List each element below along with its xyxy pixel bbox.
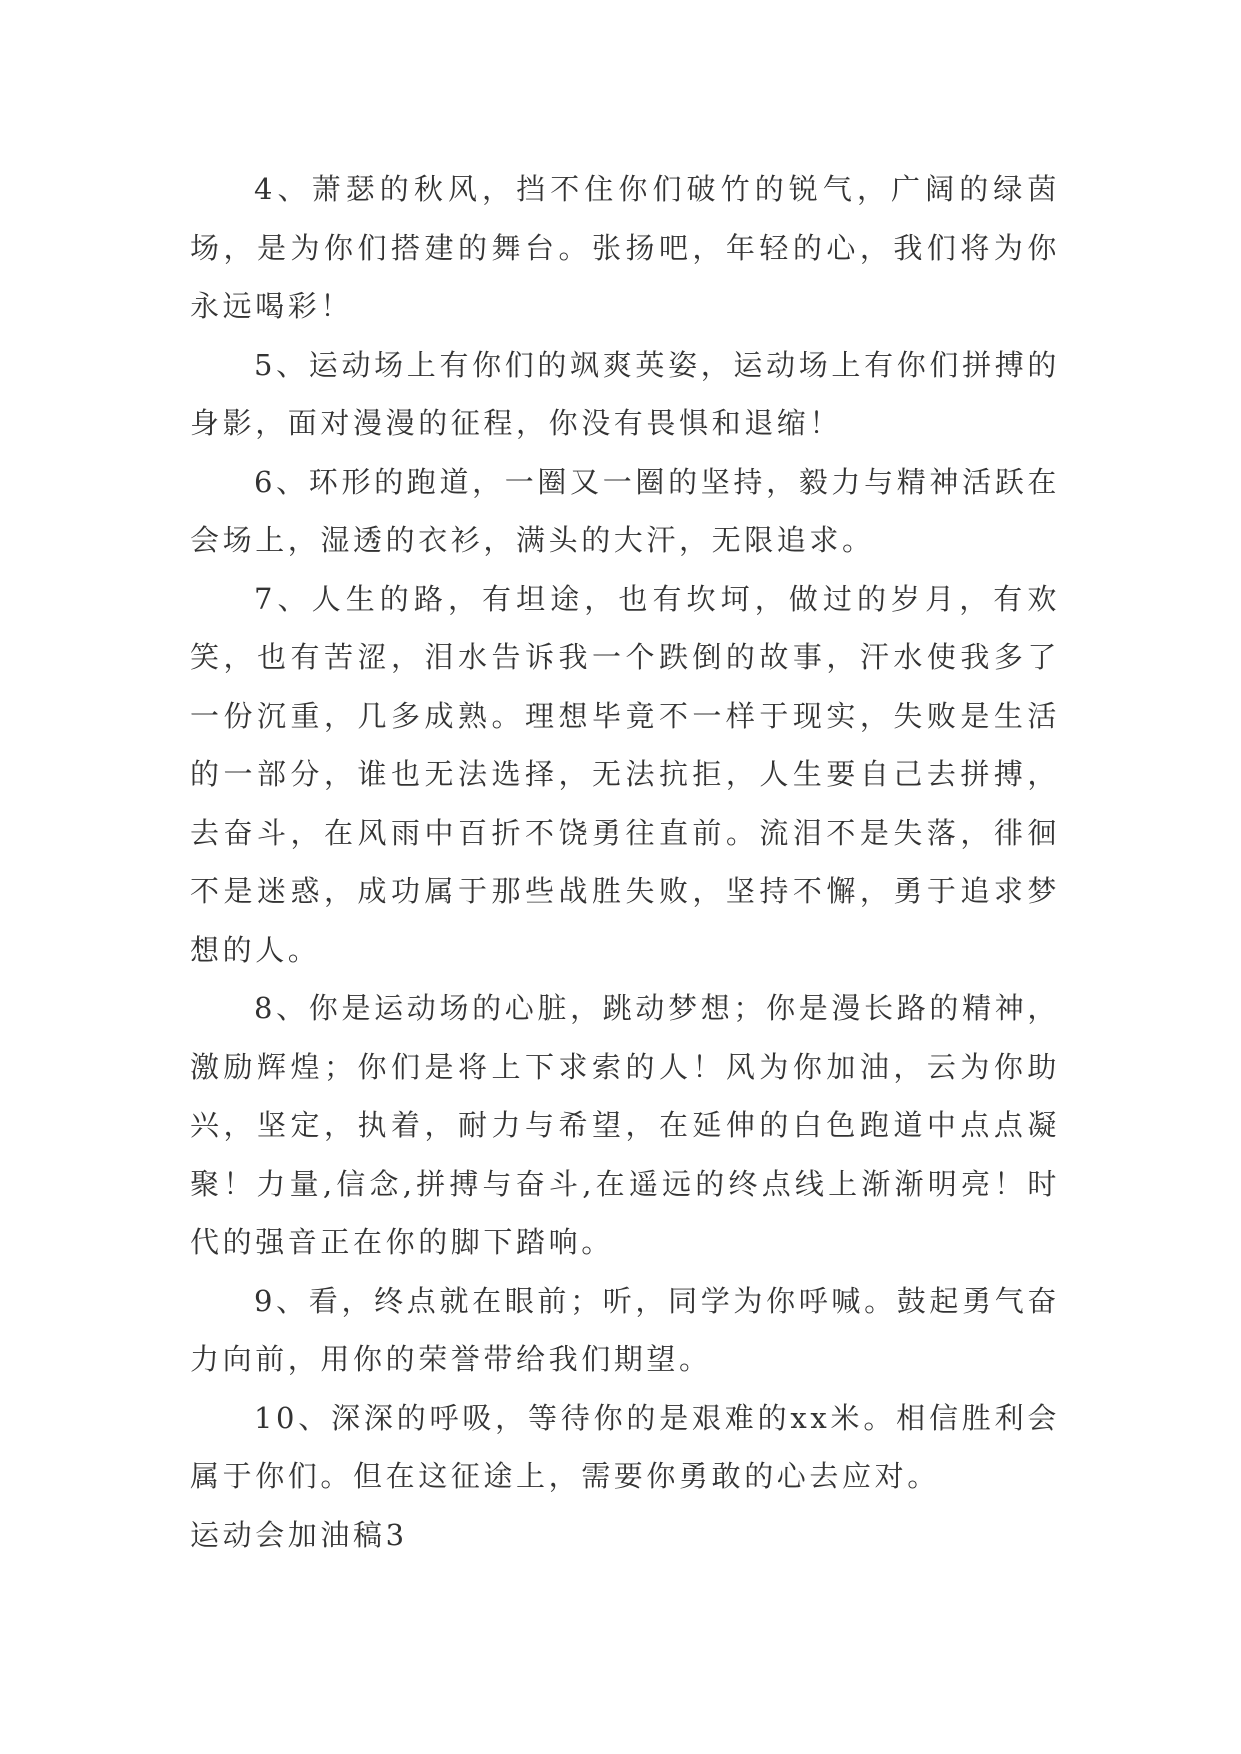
paragraph-4: 4、萧瑟的秋风，挡不住你们破竹的锐气，广阔的绿茵场，是为你们搭建的舞台。张扬吧，年轻的心，我们将为你永远喝彩！	[190, 172, 1060, 323]
paragraph-10: 10、深深的呼吸，等待你的是艰难的xx米。相信胜利会属于你们。但在这征途上，需要你勇敢的心去应对。	[190, 1400, 1060, 1493]
paragraph-8: 8、你是运动场的心脏，跳动梦想；你是漫长路的精神，激励辉煌；你们是将上下求索的人！风为你加油，云为你助兴，坚定，执着，耐力与希望，在延伸的白色跑道中点点凝聚！力量,信念,拼搏与奋斗,在遥远的终点线上渐渐明亮！时代的强音正在你的脚下踏响。	[190, 991, 1060, 1259]
paragraph-5: 5、运动场上有你们的飒爽英姿，运动场上有你们拼搏的身影，面对漫漫的征程，你没有畏惧和退缩！	[190, 347, 1060, 440]
document-page	[190, 160, 1060, 1564]
paragraph-6: 6、环形的跑道，一圈又一圈的坚持，毅力与精神活跃在会场上，湿透的衣衫，满头的大汗，无限追求。	[190, 464, 1060, 557]
section-heading: 运动会加油稿3	[190, 1517, 408, 1552]
paragraph-9: 9、看，终点就在眼前；听，同学为你呼喊。鼓起勇气奋力向前，用你的荣誉带给我们期望。	[190, 1283, 1060, 1376]
paragraph-7: 7、人生的路，有坦途，也有坎坷，做过的岁月，有欢笑，也有苦涩，泪水告诉我一个跌倒的故事，汗水使我多了一份沉重，几多成熟。理想毕竟不一样于现实，失败是生活的一部分，谁也无法选择，无法抗拒，人生要自己去拼搏，去奋斗，在风雨中百折不饶勇往直前。流泪不是失落，徘徊不是迷惑，成功属于那些战胜失败，坚持不懈，勇于追求梦想的人。	[190, 581, 1060, 967]
